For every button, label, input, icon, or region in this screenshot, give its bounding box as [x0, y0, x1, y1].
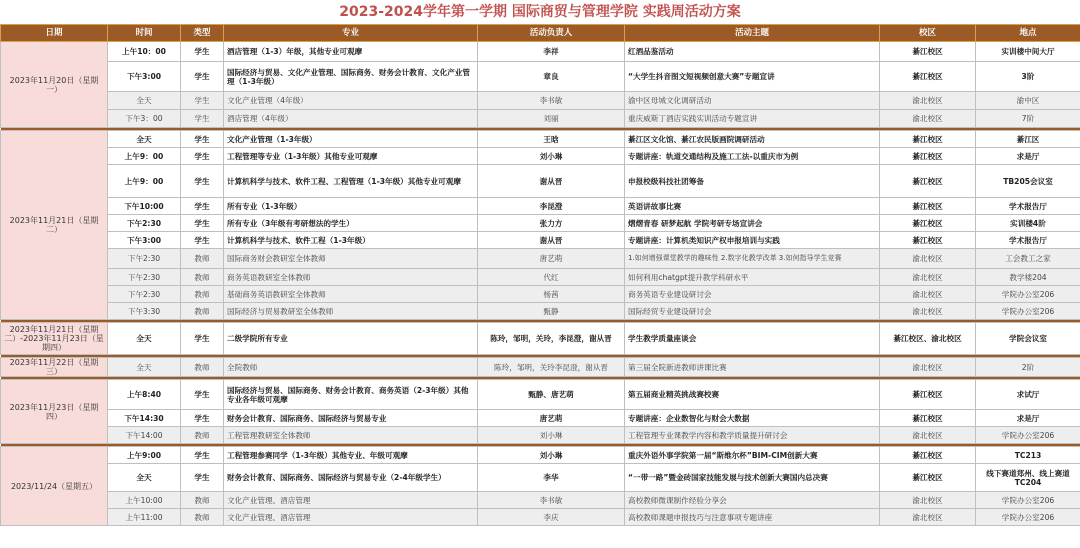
- campus-cell: 綦江校区: [880, 447, 976, 464]
- place-cell: TC213: [976, 447, 1080, 464]
- major-cell: 酒店管理（1-3）年级，其他专业可观摩: [224, 42, 478, 62]
- lead-cell: 唐艺萌: [478, 249, 625, 269]
- table-row: [1, 198, 1080, 215]
- campus-cell: 綦江校区: [880, 148, 976, 165]
- lead-cell: 张力方: [478, 215, 625, 232]
- topic-cell: 商务英语专业建设研讨会: [625, 286, 880, 303]
- time-cell: 下午2:30: [108, 215, 181, 232]
- topic-cell: 重庆威斯丁酒店实践实训活动专题宣讲: [625, 110, 880, 128]
- time-cell: 下午2:30: [108, 249, 181, 269]
- lead-cell: 陈玲，邹明，关玲，李昆澄，谢从晋: [478, 323, 625, 355]
- lead-cell: 甄静: [478, 303, 625, 320]
- campus-cell: 渝北校区: [880, 492, 976, 509]
- place-cell: 实训楼中间大厅: [976, 42, 1080, 62]
- time-cell: 全天: [108, 131, 181, 148]
- type-cell: 教师: [181, 286, 224, 303]
- table-row: [1, 42, 1080, 62]
- lead-cell: 刘小琳: [478, 427, 625, 444]
- major-cell: 文化产业管理、酒店管理: [224, 492, 478, 509]
- campus-cell: 綦江校区: [880, 464, 976, 492]
- type-cell: 教师: [181, 358, 224, 377]
- topic-cell: “大学生抖音图文短视频创意大赛”专题宣讲: [625, 62, 880, 92]
- time-cell: 下午2:30: [108, 269, 181, 286]
- major-cell: 计算机科学与技术、软件工程、工程管理（1-3年级）其他专业可观摩: [224, 165, 478, 198]
- topic-cell: 国际经贸专业建设研讨会: [625, 303, 880, 320]
- table-row: [1, 62, 1080, 92]
- topic-cell: 学生教学质量座谈会: [625, 323, 880, 355]
- time-cell: 下午2:30: [108, 286, 181, 303]
- date-cell: 2023年11月21日（星期二）: [1, 131, 108, 320]
- place-cell: 2阶: [976, 358, 1080, 377]
- time-cell: 上午9：00: [108, 148, 181, 165]
- type-cell: 学生: [181, 198, 224, 215]
- major-cell: 计算机科学与技术、软件工程（1-3年级）: [224, 232, 478, 249]
- major-cell: 文化产业管理、酒店管理: [224, 509, 478, 526]
- major-cell: 工程管理等专业（1-3年级）其他专业可观摩: [224, 148, 478, 165]
- time-cell: 下午14:00: [108, 427, 181, 444]
- campus-cell: 渝北校区: [880, 286, 976, 303]
- time-cell: 上午8:40: [108, 380, 181, 410]
- table-row: [1, 303, 1080, 320]
- table-row: [1, 427, 1080, 444]
- place-cell: 綦江区: [976, 131, 1080, 148]
- date-cell: 2023年11月21日（星期二）-2023年11月23日（星期四）: [1, 323, 108, 355]
- schedule-table: [0, 24, 1080, 526]
- type-cell: 学生: [181, 380, 224, 410]
- campus-cell: 綦江校区: [880, 232, 976, 249]
- campus-cell: 渝北校区: [880, 509, 976, 526]
- campus-cell: 渝北校区: [880, 358, 976, 377]
- major-cell: 国际经济与贸易、国际商务、财务会计教育、商务英语（2-3年级）其他专业各年级可观摩: [224, 380, 478, 410]
- campus-cell: 渝北校区: [880, 249, 976, 269]
- lead-cell: 陈玲，邹明，关玲李昆澄，谢从晋: [478, 358, 625, 377]
- table-row: [1, 92, 1080, 110]
- time-cell: 上午9：00: [108, 165, 181, 198]
- table-row: [1, 509, 1080, 526]
- lead-cell: 李祥: [478, 42, 625, 62]
- topic-cell: 熠熠青春 研梦起航 学院考研专场宣讲会: [625, 215, 880, 232]
- time-cell: 全天: [108, 323, 181, 355]
- column-header: 校区: [880, 25, 976, 42]
- table-row: [1, 323, 1080, 355]
- topic-cell: 1.如何增强课堂教学的趣味性 2.数字化教学改革 3.如何指导学生竞赛: [625, 249, 880, 269]
- place-cell: 学术报告厅: [976, 198, 1080, 215]
- time-cell: 下午3:00: [108, 62, 181, 92]
- campus-cell: 綦江校区: [880, 380, 976, 410]
- type-cell: 学生: [181, 447, 224, 464]
- place-cell: 教学楼204: [976, 269, 1080, 286]
- campus-cell: 綦江校区: [880, 198, 976, 215]
- major-cell: 财务会计教育、国际商务、国际经济与贸易专业: [224, 410, 478, 427]
- type-cell: 学生: [181, 131, 224, 148]
- table-row: [1, 286, 1080, 303]
- table-row: [1, 464, 1080, 492]
- place-cell: 3阶: [976, 62, 1080, 92]
- table-row: [1, 447, 1080, 464]
- topic-cell: 綦江区文化馆、綦江农民版画院调研活动: [625, 131, 880, 148]
- major-cell: 文化产业管理（4年级）: [224, 92, 478, 110]
- time-cell: 下午3:00: [108, 232, 181, 249]
- place-cell: 学院会议室: [976, 323, 1080, 355]
- lead-cell: 唐艺萌: [478, 410, 625, 427]
- campus-cell: 渝北校区: [880, 269, 976, 286]
- place-cell: 学院办公室206: [976, 509, 1080, 526]
- table-row: [1, 269, 1080, 286]
- lead-cell: 章良: [478, 62, 625, 92]
- topic-cell: 第五届商业精英挑战赛校赛: [625, 380, 880, 410]
- campus-cell: 綦江校区: [880, 410, 976, 427]
- column-header: 日期: [1, 25, 108, 42]
- campus-cell: 綦江校区: [880, 42, 976, 62]
- lead-cell: 刘小琳: [478, 148, 625, 165]
- place-cell: 求是厅: [976, 148, 1080, 165]
- time-cell: 下午14:30: [108, 410, 181, 427]
- table-row: [1, 131, 1080, 148]
- topic-cell: 专题讲座：企业数智化与财会大数据: [625, 410, 880, 427]
- type-cell: 学生: [181, 215, 224, 232]
- topic-cell: 第三届全院新进教师讲课比赛: [625, 358, 880, 377]
- topic-cell: 渝中区母城文化调研活动: [625, 92, 880, 110]
- type-cell: 学生: [181, 232, 224, 249]
- type-cell: 教师: [181, 303, 224, 320]
- time-cell: 上午11:00: [108, 509, 181, 526]
- type-cell: 学生: [181, 410, 224, 427]
- place-cell: 渝中区: [976, 92, 1080, 110]
- type-cell: 学生: [181, 165, 224, 198]
- date-cell: 2023/11/24（星期五）: [1, 447, 108, 526]
- lead-cell: 刘小琳: [478, 447, 625, 464]
- place-cell: 学院办公室206: [976, 303, 1080, 320]
- campus-cell: 渝北校区: [880, 427, 976, 444]
- topic-cell: 高校教师微课制作经验分享会: [625, 492, 880, 509]
- type-cell: 学生: [181, 62, 224, 92]
- time-cell: 上午9:00: [108, 447, 181, 464]
- time-cell: 下午3：00: [108, 110, 181, 128]
- campus-cell: 渝北校区: [880, 92, 976, 110]
- major-cell: 国际商务财会教研室全体教师: [224, 249, 478, 269]
- table-body: [1, 42, 1080, 526]
- place-cell: TB205会议室: [976, 165, 1080, 198]
- table-row: [1, 358, 1080, 377]
- topic-cell: 重庆外语外事学院第一届“斯维尔杯”BIM-CIM创新大赛: [625, 447, 880, 464]
- place-cell: 线下赛道郑州、线上赛道TC204: [976, 464, 1080, 492]
- table-row: [1, 380, 1080, 410]
- table-row: [1, 410, 1080, 427]
- place-cell: 求试厅: [976, 380, 1080, 410]
- time-cell: 全天: [108, 92, 181, 110]
- type-cell: 学生: [181, 110, 224, 128]
- type-cell: 教师: [181, 492, 224, 509]
- time-cell: 全天: [108, 358, 181, 377]
- type-cell: 教师: [181, 269, 224, 286]
- time-cell: 上午10：00: [108, 42, 181, 62]
- topic-cell: 英语讲故事比赛: [625, 198, 880, 215]
- campus-cell: 綦江校区: [880, 215, 976, 232]
- table-row: [1, 249, 1080, 269]
- type-cell: 学生: [181, 148, 224, 165]
- table-row: [1, 492, 1080, 509]
- major-cell: 国际经济与贸易教研室全体教师: [224, 303, 478, 320]
- time-cell: 上午10:00: [108, 492, 181, 509]
- major-cell: 基础商务英语教研室全体教师: [224, 286, 478, 303]
- time-cell: 下午10:00: [108, 198, 181, 215]
- topic-cell: 高校教师课题申报技巧与注意事项专题讲座: [625, 509, 880, 526]
- column-header: 专业: [224, 25, 478, 42]
- place-cell: 学院办公室206: [976, 286, 1080, 303]
- table-row: [1, 232, 1080, 249]
- major-cell: 二级学院所有专业: [224, 323, 478, 355]
- column-header: 活动主题: [625, 25, 880, 42]
- major-cell: 财务会计教育、国际商务、国际经济与贸易专业（2-4年级学生）: [224, 464, 478, 492]
- major-cell: 文化产业管理（1-3年级）: [224, 131, 478, 148]
- table-row: [1, 110, 1080, 128]
- table-row: [1, 148, 1080, 165]
- type-cell: 学生: [181, 464, 224, 492]
- campus-cell: 渝北校区: [880, 303, 976, 320]
- column-header: 活动负责人: [478, 25, 625, 42]
- major-cell: 工程管理参赛同学（1-3年级）其他专业、年级可观摩: [224, 447, 478, 464]
- place-cell: 学院办公室206: [976, 492, 1080, 509]
- lead-cell: 李书敏: [478, 492, 625, 509]
- place-cell: 工会教工之家: [976, 249, 1080, 269]
- major-cell: 所有专业（3年级有考研想法的学生）: [224, 215, 478, 232]
- lead-cell: 杨茜: [478, 286, 625, 303]
- campus-cell: 綦江校区、渝北校区: [880, 323, 976, 355]
- campus-cell: 綦江校区: [880, 165, 976, 198]
- table-row: [1, 165, 1080, 198]
- type-cell: 学生: [181, 42, 224, 62]
- topic-cell: 如何利用chatgpt提升教学科研水平: [625, 269, 880, 286]
- time-cell: 下午3:30: [108, 303, 181, 320]
- place-cell: 求是厅: [976, 410, 1080, 427]
- type-cell: 学生: [181, 92, 224, 110]
- place-cell: 学院办公室206: [976, 427, 1080, 444]
- lead-cell: 李昆澄: [478, 198, 625, 215]
- major-cell: 国际经济与贸易、文化产业管理、国际商务、财务会计教育、文化产业管理（1-3年级）: [224, 62, 478, 92]
- topic-cell: 工程管理专业课教学内容和教学质量提升研讨会: [625, 427, 880, 444]
- topic-cell: 申报校级科技社团筹备: [625, 165, 880, 198]
- table-row: [1, 215, 1080, 232]
- column-header: 时间: [108, 25, 181, 42]
- lead-cell: 谢从晋: [478, 165, 625, 198]
- time-cell: 全天: [108, 464, 181, 492]
- major-cell: 商务英语教研室全体教师: [224, 269, 478, 286]
- topic-cell: “一带一路”暨金砖国家技能发展与技术创新大赛国内总决赛: [625, 464, 880, 492]
- column-header: 地点: [976, 25, 1080, 42]
- type-cell: 学生: [181, 323, 224, 355]
- type-cell: 教师: [181, 249, 224, 269]
- date-cell: 2023年11月22日（星期三）: [1, 358, 108, 377]
- lead-cell: 刘丽: [478, 110, 625, 128]
- lead-cell: 甄静、唐艺萌: [478, 380, 625, 410]
- campus-cell: 渝北校区: [880, 110, 976, 128]
- lead-cell: 李华: [478, 464, 625, 492]
- topic-cell: 专题讲座：计算机类知识产权申报培训与实践: [625, 232, 880, 249]
- lead-cell: 李书敏: [478, 92, 625, 110]
- major-cell: 工程管理教研室全体教师: [224, 427, 478, 444]
- type-cell: 教师: [181, 509, 224, 526]
- page-title: 2023-2024学年第一学期 国际商贸与管理学院 实践周活动方案: [339, 4, 741, 20]
- place-cell: 实训楼4阶: [976, 215, 1080, 232]
- type-cell: 教师: [181, 427, 224, 444]
- column-header: 类型: [181, 25, 224, 42]
- major-cell: 所有专业（1-3年级）: [224, 198, 478, 215]
- date-cell: 2023年11月20日（星期一）: [1, 42, 108, 128]
- campus-cell: 綦江校区: [880, 62, 976, 92]
- campus-cell: 綦江校区: [880, 131, 976, 148]
- lead-cell: 王晗: [478, 131, 625, 148]
- lead-cell: 谢从晋: [478, 232, 625, 249]
- major-cell: 全院教师: [224, 358, 478, 377]
- topic-cell: 红酒品鉴活动: [625, 42, 880, 62]
- major-cell: 酒店管理（4年级）: [224, 110, 478, 128]
- lead-cell: 代红: [478, 269, 625, 286]
- topic-cell: 专题讲座：轨道交通结构及施工工法-以重庆市为例: [625, 148, 880, 165]
- place-cell: 7阶: [976, 110, 1080, 128]
- lead-cell: 李庆: [478, 509, 625, 526]
- place-cell: 学术报告厅: [976, 232, 1080, 249]
- date-cell: 2023年11月23日（星期四）: [1, 380, 108, 444]
- header-row: [1, 25, 1080, 42]
